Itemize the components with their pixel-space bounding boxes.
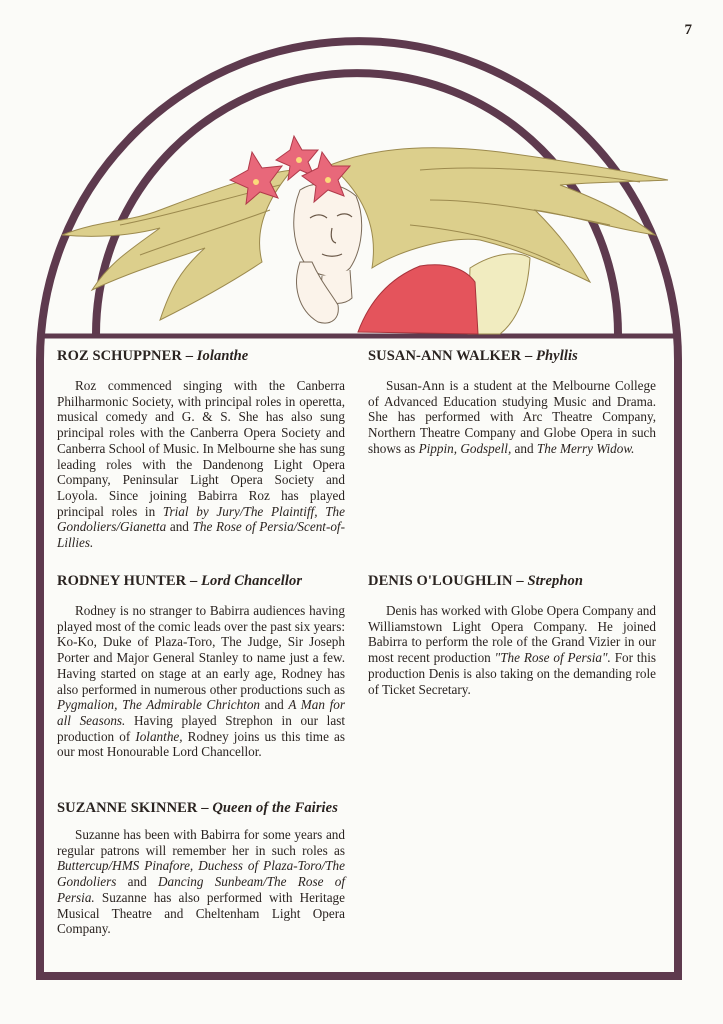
text-run: Denis has worked with Globe Opera Company and Williamstown Light Opera Company. He joined Babirra to perform the role of the Grand Vizier in our most recent production	[368, 603, 656, 666]
text-run: Suzanne has also performed with Heritage Musical Theatre and Cheltenham Light Opera Company.	[57, 889, 345, 937]
text-run: Susan-Ann is a student at the Melbourne College of Advanced Education studying Music and Drama. She has performed with Arc Theatre Company, Northern Theatre Company and Globe Opera in such shows as	[368, 378, 656, 456]
text-run: For this production Denis is also taking on the demanding role of Ticket Secretary.	[368, 650, 656, 697]
performer-name: SUZANNE SKINNER	[57, 800, 198, 816]
italic-title: Pygmalion, The Admirable Chrichton	[57, 697, 261, 713]
italic-title: Pippin, Godspell,	[418, 440, 512, 456]
italic-title: Buttercup/HMS Pinafore, Duchess of Plaza-Toro/The Gondoliers	[57, 858, 345, 890]
bio-heading	[368, 348, 656, 365]
bio-text	[368, 378, 656, 457]
heading-dash: –	[521, 348, 537, 364]
role-name: Iolanthe	[196, 348, 249, 364]
role-name: Strephon	[527, 573, 584, 589]
bio-heading	[57, 348, 345, 365]
role-name: Phyllis	[536, 348, 578, 364]
text-run: and	[116, 874, 158, 890]
performer-name: ROZ SCHUPPNER	[57, 348, 182, 364]
text-run: Rodney joins us this time as our most Honourable Lord Chancellor.	[57, 728, 345, 760]
italic-title: A Man for all Seasons.	[57, 697, 345, 728]
bio-rodney-hunter	[57, 573, 345, 760]
role-name: Queen of the Fairies	[212, 800, 338, 816]
bio-text	[368, 603, 656, 697]
bio-text	[57, 827, 345, 937]
role-name: Lord Chancellor	[201, 573, 303, 589]
text-run: and	[260, 697, 289, 713]
performer-name: RODNEY HUNTER	[57, 573, 187, 589]
bio-heading	[57, 573, 345, 590]
text-run: and	[511, 440, 537, 456]
performer-name: DENIS O'LOUGHLIN	[368, 573, 513, 589]
italic-title: Dancing Sunbeam/The Rose of Persia.	[57, 874, 345, 905]
heading-dash: –	[186, 573, 202, 589]
bio-heading	[368, 573, 656, 590]
text-run: Rodney is no stranger to Babirra audiences having played most of the comic leads over the past six years: Ko-Ko, Duke of Plaza-Toro, The Judge, Sir Joseph Porter and Major General Stanley to name just a few. Having started on stage at an early age, Rodney has also performed in numerous other productions such as	[57, 603, 345, 697]
bio-text	[57, 378, 345, 551]
italic-title: The Rose of Persia/Scent-of-Lillies.	[57, 519, 345, 551]
bio-heading	[57, 800, 345, 817]
bio-denis-oloughlin	[368, 573, 656, 697]
text-run: Roz commenced singing with the Canberra Philharmonic Society, with principal roles in operetta, musical comedy and G. & S. She has also sung principal roles with the Canberra Opera Society and Canberra School of Music. In Melbourne she has sung leading roles with the Dandenong Light Opera Company, Peninsular Light Opera Society and Loyola. Since joining Babirra Roz has played principal roles in	[57, 378, 345, 519]
performer-name: SUSAN-ANN WALKER	[368, 348, 522, 364]
text-run: Having played Strephon in our last production of	[57, 712, 345, 744]
heading-dash: –	[181, 348, 197, 364]
bio-suzanne-skinner	[57, 800, 345, 937]
italic-title: Iolanthe,	[135, 728, 183, 744]
page-number: 7	[684, 22, 692, 38]
heading-dash: –	[512, 573, 528, 589]
bio-text	[57, 603, 345, 760]
italic-title: "The Rose of Persia".	[494, 650, 611, 666]
italic-title: Trial by Jury/The Plaintiff, The Gondoliers/Gianetta	[57, 503, 346, 535]
bio-roz-schuppner	[57, 348, 345, 551]
text-run: Suzanne has been with Babirra for some years and regular patrons will remember her in such roles as	[57, 827, 345, 858]
italic-title: The Merry Widow.	[536, 440, 635, 456]
heading-dash: –	[197, 800, 213, 816]
bio-susan-ann-walker	[368, 348, 656, 457]
text-run: and	[166, 519, 193, 535]
